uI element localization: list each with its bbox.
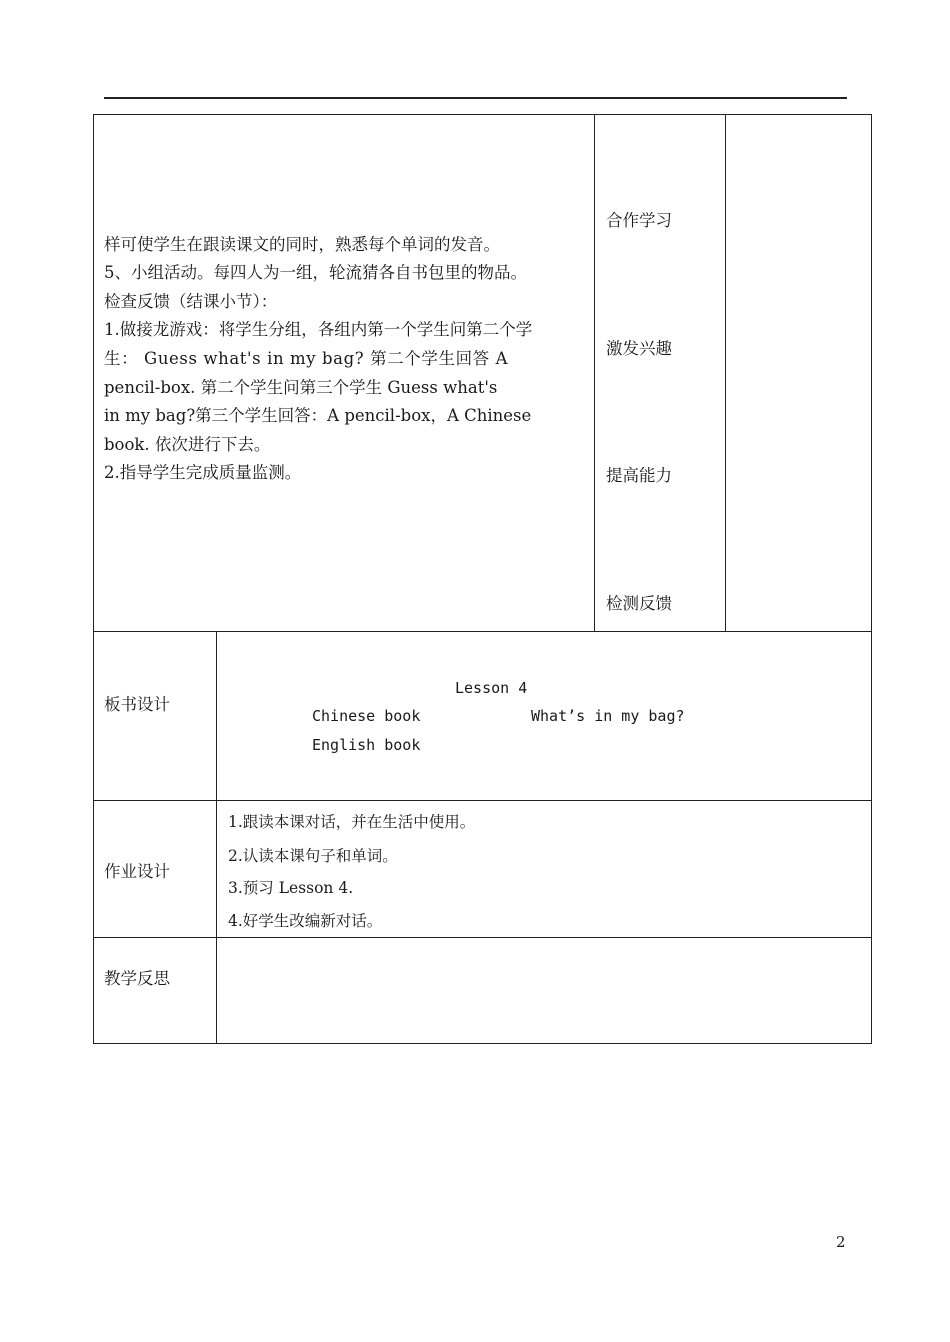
board-word: Chinese book xyxy=(312,707,421,725)
board-word: English book xyxy=(312,736,421,754)
homework-item: 3.预习 Lesson 4. xyxy=(228,879,354,897)
intent-stimulate-interest: 激发兴趣 xyxy=(606,339,672,358)
process-line: in my bag?第三个学生回答：A pencil-box，A Chinese xyxy=(104,406,532,425)
process-line: 5、小组活动。每四人为一组，轮流猜各自书包里的物品。 xyxy=(104,263,527,282)
process-line: pencil-box. 第二个学生问第三个学生 Guess what's xyxy=(104,378,498,397)
homework-label: 作业设计 xyxy=(104,862,170,881)
intent-cooperative-learning: 合作学习 xyxy=(606,211,672,230)
intent-improve-ability: 提高能力 xyxy=(606,466,672,485)
label-column-divider xyxy=(216,631,217,1043)
reflection-label: 教学反思 xyxy=(104,969,170,988)
process-line: 生： Guess what's in my bag? 第二个学生回答 A xyxy=(104,349,509,368)
board-design-label: 板书设计 xyxy=(104,695,170,714)
row-divider-reflection xyxy=(93,937,872,938)
homework-item: 2.认读本课句子和单词。 xyxy=(228,847,398,865)
homework-item: 4.好学生改编新对话。 xyxy=(228,912,383,930)
header-rule xyxy=(104,97,847,99)
upper-divider-2 xyxy=(725,114,726,632)
process-line: book. 依次进行下去。 xyxy=(104,435,271,454)
row-divider-homework xyxy=(93,800,872,801)
row-divider-board xyxy=(93,631,872,632)
process-line: 检查反馈（结课小节）： xyxy=(104,292,278,311)
process-line: 2.指导学生完成质量监测。 xyxy=(104,463,302,482)
process-line: 样可使学生在跟读课文的同时，熟悉每个单词的发音。 xyxy=(104,235,500,254)
board-lesson-title: Lesson 4 xyxy=(455,679,528,697)
intent-feedback: 检测反馈 xyxy=(606,594,672,613)
page-number: 2 xyxy=(836,1233,846,1251)
board-question: What’s in my bag? xyxy=(531,707,685,725)
process-line: 1.做接龙游戏：将学生分组，各组内第一个学生问第二个学 xyxy=(104,320,533,339)
homework-item: 1.跟读本课对话，并在生活中使用。 xyxy=(228,813,476,831)
upper-divider-1 xyxy=(594,114,595,632)
